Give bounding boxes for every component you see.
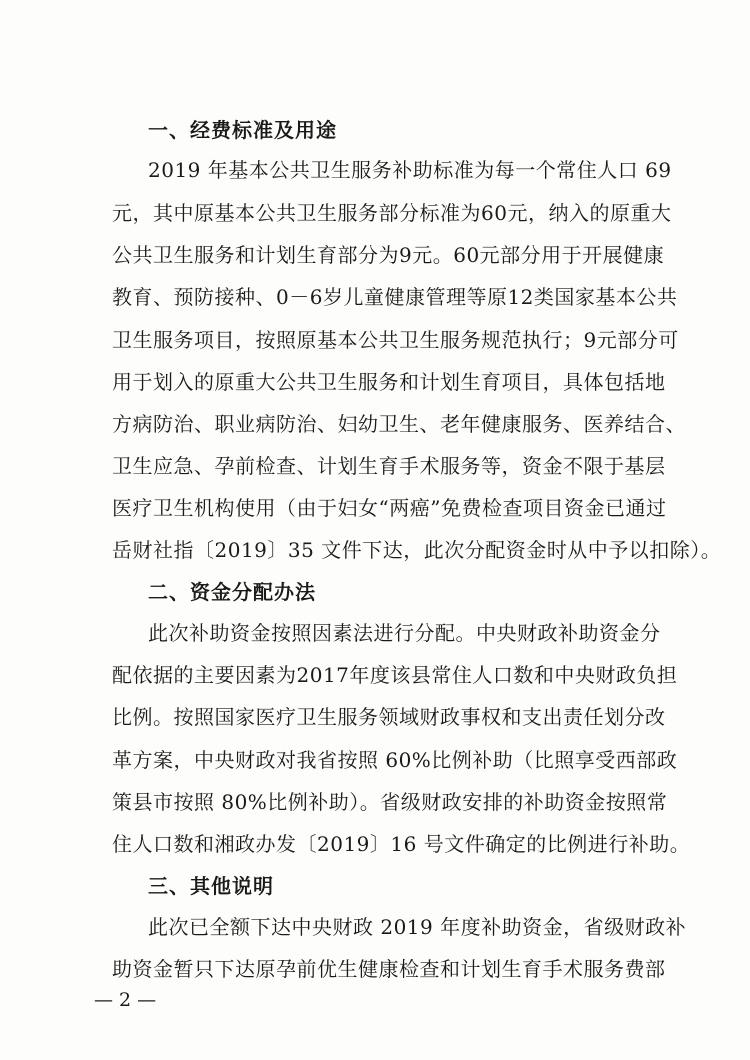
paragraph-line: 助资金暂只下达原孕前优生健康检查和计划生育手术服务费部: [112, 957, 666, 981]
section-heading-funding-standard: 一、经费标准及用途: [148, 118, 337, 142]
section-heading-allocation-method: 二、资金分配办法: [148, 580, 316, 604]
section-heading-other-notes: 三、其他说明: [148, 874, 274, 898]
paragraph-line: 此次已全额下达中央财政 2019 年度补助资金，省级财政补: [148, 915, 687, 939]
paragraph-line: 公共卫生服务和计划生育部分为9元。60元部分用于开展健康: [112, 243, 665, 267]
paragraph-line: 岳财社指〔2019〕35 文件下达，此次分配资金时从中予以扣除）。: [112, 538, 722, 562]
paragraph-line: 方病防治、职业病防治、妇幼卫生、老年健康服务、医养结合、: [112, 412, 686, 436]
paragraph-line: 卫生应急、孕前检查、计划生育手术服务等，资金不限于基层: [112, 454, 666, 478]
paragraph-line: 教育、预防接种、0－6岁儿童健康管理等原12类国家基本公共: [112, 285, 678, 309]
paragraph-line: 用于划入的原重大公共卫生服务和计划生育项目，具体包括地: [112, 370, 666, 394]
paragraph-line: 此次补助资金按照因素法进行分配。中央财政补助资金分: [148, 621, 661, 645]
paragraph-line: 配依据的主要因素为2017年度该县常住人口数和中央财政负担: [112, 663, 678, 687]
paragraph-line: 比例。按照国家医疗卫生服务领域财政事权和支出责任划分改: [112, 705, 666, 729]
paragraph-line: 策县市按照 80%比例补助）。省级财政安排的补助资金按照常: [112, 790, 668, 814]
paragraph-line: 革方案，中央财政对我省按照 60%比例补助（比照享受西部政: [112, 748, 678, 772]
paragraph-line: 2019 年基本公共卫生服务补助标准为每一个常住人口 69: [148, 158, 672, 182]
paragraph-line: 卫生服务项目，按照原基本公共卫生服务规范执行；9元部分可: [112, 328, 679, 352]
paragraph-line: 元，其中原基本公共卫生服务部分标准为60元，纳入的原重大: [112, 201, 672, 225]
paragraph-line: 医疗卫生机构使用（由于妇女“两癌”免费检查项目资金已通过: [112, 496, 667, 520]
page-number: — 2 —: [94, 989, 157, 1011]
paragraph-line: 住人口数和湘政办发〔2019〕16 号文件确定的比例进行补助。: [112, 832, 691, 856]
